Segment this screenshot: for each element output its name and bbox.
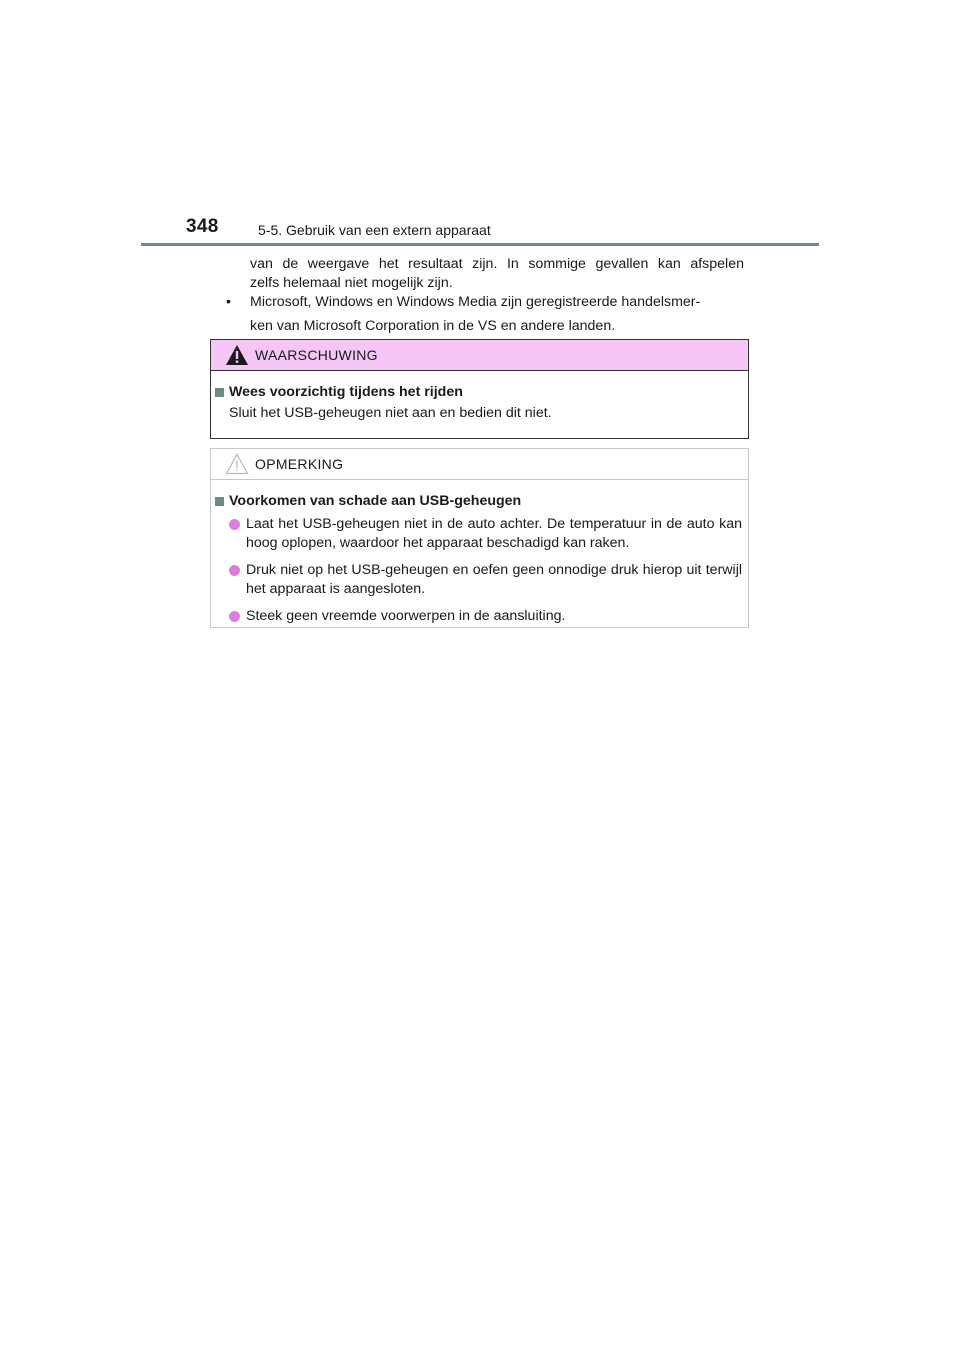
square-bullet-icon: [215, 388, 224, 397]
warning-title-text: Wees voorzichtig tijdens het rijden: [229, 384, 463, 400]
circle-bullet-icon: [229, 565, 240, 576]
warning-body: [211, 371, 748, 423]
square-bullet-icon: [215, 497, 224, 506]
warning-box: [210, 339, 749, 439]
notice-point: [215, 607, 742, 626]
warning-text: Sluit het USB-geheugen niet aan en bedien dit niet.: [229, 405, 552, 421]
header-rule: [141, 243, 819, 246]
intro-bullet-line: Microsoft, Windows en Windows Media zijn geregistreerde handelsmer-: [250, 294, 701, 310]
intro-bullet: [212, 293, 744, 312]
intro-bullet-line: ken van Microsoft Corporation in de VS en andere landen.: [250, 318, 616, 334]
notice-point: [215, 515, 742, 553]
notice-title-text: Voorkomen van schade aan USB-geheugen: [229, 493, 522, 509]
notice-point-text: Laat het USB-geheugen niet in de auto achter. De temperatuur in de auto kan hoog oplopen, waardoor het apparaat beschadigd kan raken.: [246, 516, 742, 551]
intro-text: [212, 255, 744, 336]
notice-box: [210, 448, 749, 628]
warning-label: WAARSCHUWING: [255, 347, 378, 363]
warning-triangle-icon: [225, 344, 249, 366]
notice-point: [215, 561, 742, 599]
notice-title: [215, 492, 742, 511]
page-number: 348: [186, 216, 219, 237]
notice-triangle-icon: [225, 453, 249, 475]
section-title: 5-5. Gebruik van een extern apparaat: [258, 222, 491, 238]
notice-point-text: Steek geen vreemde voorwerpen in de aansluiting.: [246, 608, 566, 624]
notice-body: [211, 480, 748, 626]
circle-bullet-icon: [229, 611, 240, 622]
notice-label: OPMERKING: [255, 456, 344, 472]
warning-title: [215, 383, 742, 402]
intro-line: zelfs helemaal niet mogelijk zijn.: [250, 275, 453, 291]
intro-line: van de weergave het resultaat zijn. In sommige gevallen kan afspelen: [250, 256, 744, 272]
bullet-marker: •: [226, 294, 231, 310]
notice-header: [211, 449, 748, 480]
notice-point-text: Druk niet op het USB-geheugen en oefen geen onnodige druk hierop uit terwijl het apparaat is aangesloten.: [246, 562, 742, 597]
circle-bullet-icon: [229, 519, 240, 530]
warning-header: [211, 340, 748, 371]
